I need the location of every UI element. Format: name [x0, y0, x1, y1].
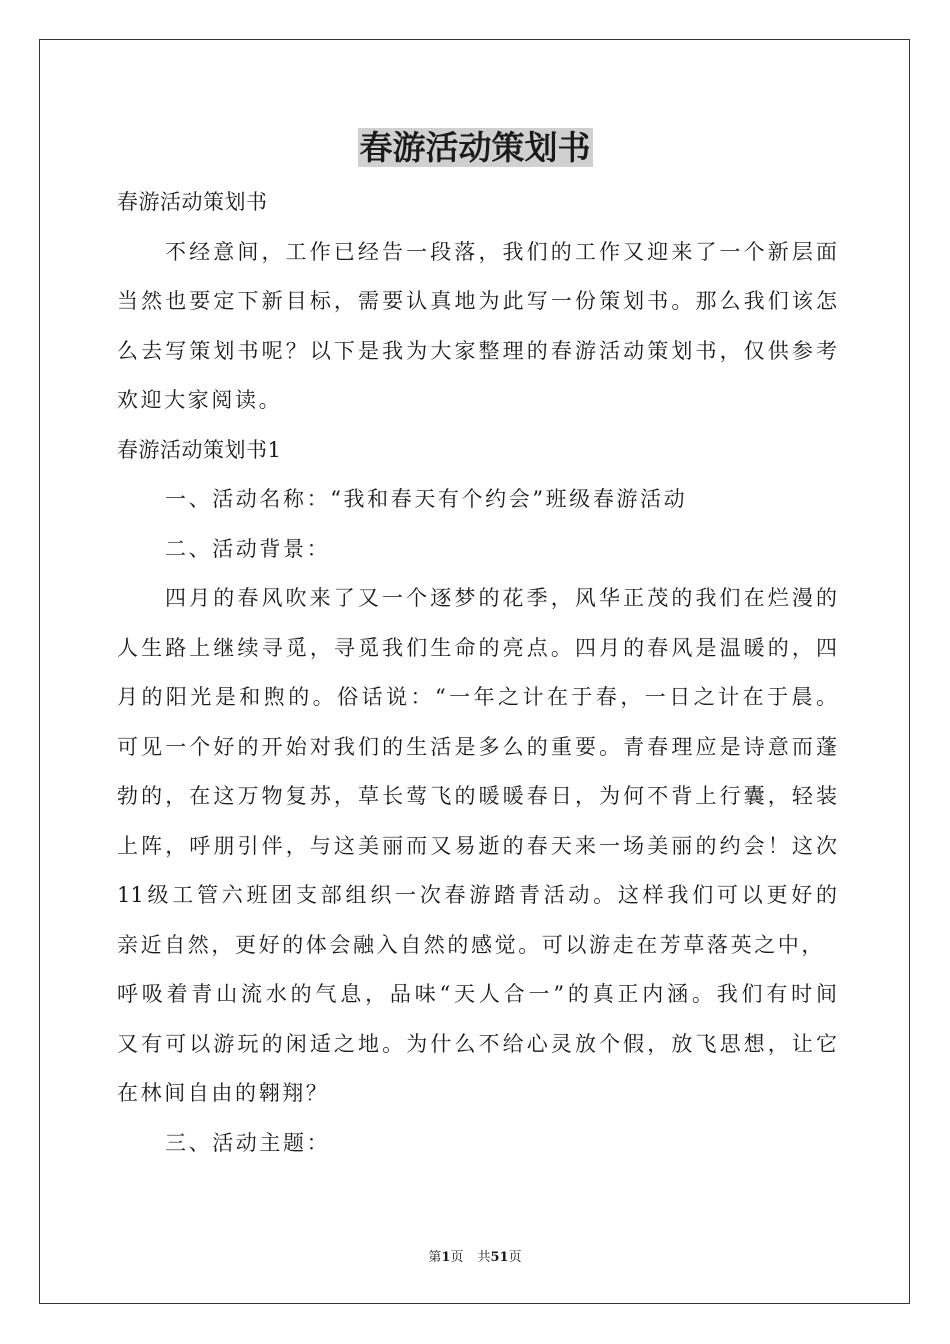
background-line: 11级工管六班团支部组织一次春游踏青活动。这样我们可以更好的	[117, 883, 837, 907]
footer-total-suffix: 页	[508, 1250, 522, 1265]
footer-page-suffix: 页	[450, 1250, 464, 1265]
background-line: 四月的春风吹来了又一个逐梦的花季，风华正茂的我们在烂漫的	[165, 586, 837, 610]
footer-page-number: 1	[441, 1250, 451, 1265]
document-title-text: 春游活动策划书	[359, 128, 591, 167]
background-line: 呼吸着青山流水的气息，品味“天人合一”的真正内涵。我们有时间	[117, 982, 837, 1006]
background-line: 人生路上继续寻觅，寻觅我们生命的亮点。四月的春风是温暖的，四	[117, 635, 837, 660]
page-footer	[0, 1246, 950, 1265]
item-activity-background: 二、活动背景：	[165, 536, 331, 561]
item-activity-name: 一、活动名称：“我和春天有个约会”班级春游活动	[165, 487, 688, 511]
document-subtitle: 春游活动策划书	[117, 190, 268, 214]
background-line: 可见一个好的开始对我们的生活是多么的重要。青春理应是诗意而蓬	[117, 734, 837, 759]
background-line: 亲近自然，更好的体会融入自然的感觉。可以游走在芳草落英之中，	[117, 932, 825, 957]
footer-total-prefix: 共	[477, 1250, 491, 1265]
background-line: 在林间自由的翱翔？	[117, 1081, 330, 1105]
footer-page-prefix: 第	[428, 1250, 442, 1265]
background-line: 月的阳光是和煦的。俗话说：“一年之计在于春，一日之计在于晨。	[117, 685, 837, 709]
document-body	[117, 178, 837, 1168]
footer-total-pages: 51	[490, 1250, 509, 1265]
background-line: 又有可以游玩的闲适之地。为什么不给心灵放个假，放飞思想，让它	[117, 1031, 837, 1056]
intro-line: 么去写策划书呢？以下是我为大家整理的春游活动策划书，仅供参考	[117, 338, 837, 363]
item-activity-theme: 三、活动主题：	[165, 1130, 331, 1155]
background-line: 上阵，呼朋引伴，与这美丽而又易逝的春天来一场美丽的约会！这次	[117, 833, 837, 858]
document-title	[0, 124, 950, 172]
intro-line: 不经意间，工作已经告一段落，我们的工作又迎来了一个新层面	[165, 239, 837, 264]
section-title: 春游活动策划书1	[117, 437, 282, 462]
intro-line: 欢迎大家阅读。	[117, 388, 283, 412]
intro-line: 当然也要定下新目标，需要认真地为此写一份策划书。那么我们该怎	[117, 289, 837, 313]
background-line: 勃的，在这万物复苏，草长莺飞的暖暖春日，为何不背上行囊，轻装	[117, 784, 837, 808]
